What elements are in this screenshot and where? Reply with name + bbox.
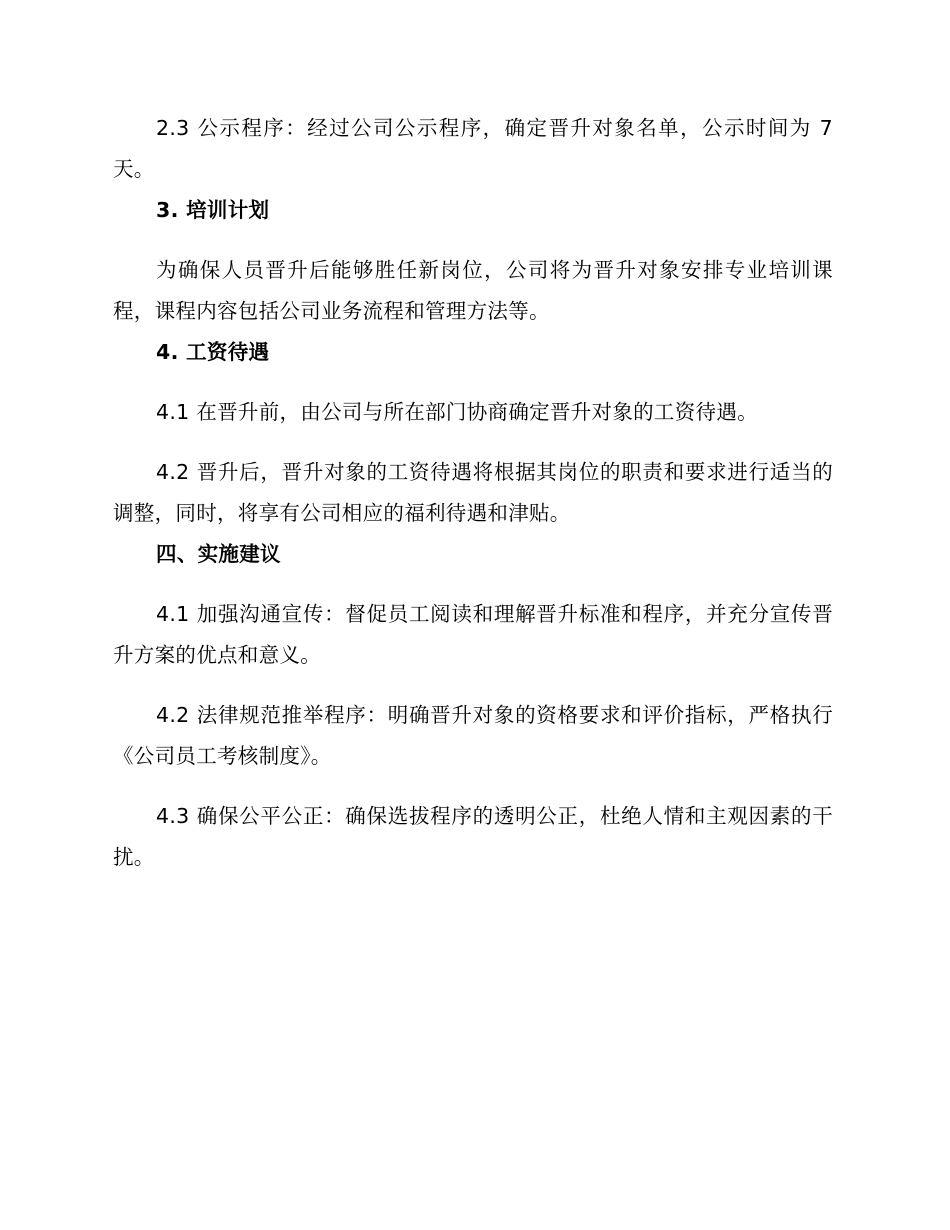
heading-implementation-suggestions: 四、实施建议 [156, 542, 281, 566]
paragraph-suggestion-4-1: 4.1 加强沟通宣传：督促员工阅读和理解晋升标准和程序，并充分宣传晋升方案的优点和意义。 [113, 602, 833, 667]
paragraph-2-3-publicity: 2.3 公示程序：经过公司公示程序，确定晋升对象名单，公示时间为 7 天。 [113, 116, 833, 181]
paragraph-training: 为确保人员晋升后能够胜任新岗位，公司将为晋升对象安排专业培训课程，课程内容包括公司业务流程和管理方法等。 [113, 258, 833, 323]
paragraph-4-2-salary-after: 4.2 晋升后，晋升对象的工资待遇将根据其岗位的职责和要求进行适当的调整，同时，将享有公司相应的福利待遇和津贴。 [113, 460, 833, 525]
document-body [113, 108, 833, 878]
paragraph-suggestion-4-3: 4.3 确保公平公正：确保选拔程序的透明公正，杜绝人情和主观因素的干扰。 [113, 804, 833, 869]
heading-salary: 4. 工资待遇 [156, 340, 270, 364]
paragraph-4-1-salary-before: 4.1 在晋升前，由公司与所在部门协商确定晋升对象的工资待遇。 [156, 400, 758, 424]
heading-training-plan: 3. 培训计划 [156, 198, 270, 222]
paragraph-suggestion-4-2: 4.2 法律规范推举程序：明确晋升对象的资格要求和评价指标，严格执行《公司员工考核制度》。 [113, 703, 833, 768]
